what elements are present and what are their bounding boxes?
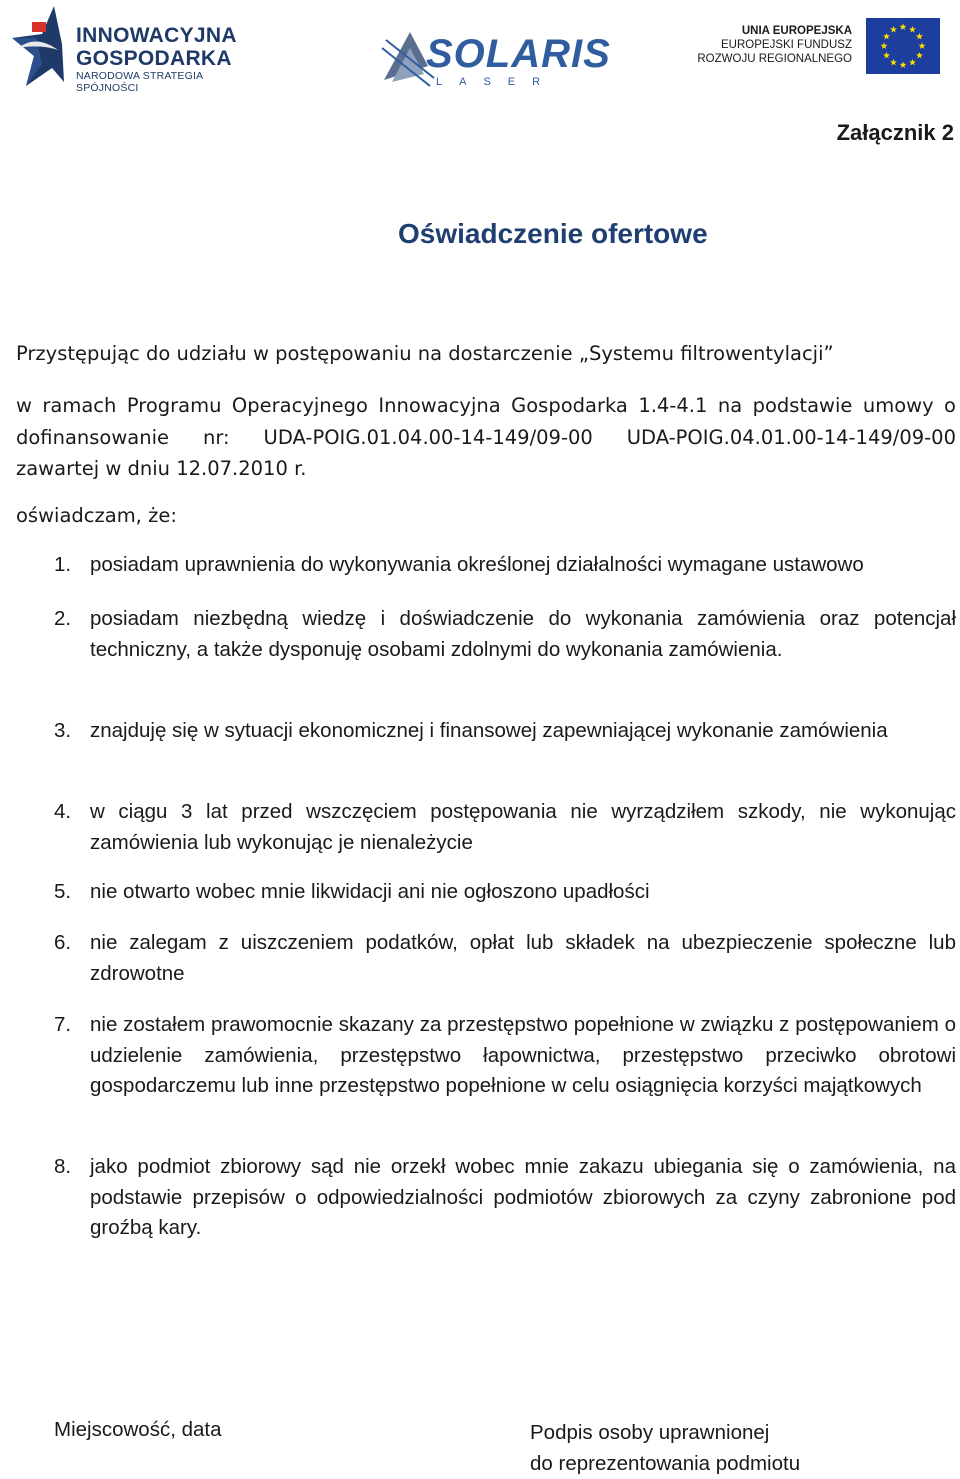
solaris-sub: LASER — [436, 76, 558, 88]
ig-logo-line1: INNOWACYJNA — [76, 24, 237, 47]
item-text: nie otwarto wobec mnie likwidacji ani nie ogłoszono upadłości — [90, 880, 650, 903]
item-text: znajduję się w sytuacji ekonomicznej i finansowej zapewniającej wykonanie zamówienia — [90, 719, 888, 742]
eu-fund-logo — [697, 18, 940, 78]
item-number: 1. — [54, 553, 72, 576]
item-number: 7. — [54, 1013, 72, 1036]
annex-label: Załącznik 2 — [836, 120, 954, 145]
item-text: w ciągu 3 lat przed wszczęciem postępowania nie wyrządziłem szkody, nie wykonując zamówienia lub wykonując je nienależycie — [90, 800, 956, 854]
innowacyjna-gospodarka-logo — [6, 4, 261, 94]
solaris-laser-logo — [380, 18, 611, 94]
solaris-name: SOLARIS — [426, 32, 611, 76]
eu-logo-line1: UNIA EUROPEJSKA — [741, 25, 852, 37]
document-title: Oświadczenie ofertowe — [398, 218, 708, 249]
item-number: 5. — [54, 880, 72, 903]
item-number: 2. — [54, 607, 72, 630]
item-number: 6. — [54, 931, 72, 954]
eu-flag-icon — [866, 18, 940, 74]
intro-line: Przystępując do udziału w postępowaniu na dostarczenie „Systemu filtrowentylacji” — [16, 342, 834, 365]
ig-logo-line2: GOSPODARKA — [76, 47, 232, 70]
declaration-lead: oświadczam, że: — [16, 504, 177, 527]
eu-logo-line3: ROZWOJU REGIONALNEGO — [697, 53, 852, 65]
item-text: jako podmiot zbiorowy sąd nie orzekł wobec mnie zakazu ubiegania się o zamówienia, na podstawie przepisów o odpowiedzialności podmiotów zbiorowych za czyny zabronione pod groźbą kary. — [90, 1155, 956, 1240]
signature-line-1: Podpis osoby uprawnionej — [530, 1421, 770, 1444]
item-number: 8. — [54, 1155, 72, 1178]
item-text: nie zostałem prawomocnie skazany za przestępstwo popełnione w związku z postępowaniem o udzielenie zamówienia, przestępstwo łapownictwa, przestępstwo przeciwko obrotowi gospodarczemu lub inne przestępstwo popełnione w celu osiągnięcia korzyści majątkowych — [90, 1013, 956, 1098]
item-text: nie zalegam z uiszczeniem podatków, opłat lub składek na ubezpieczenie społeczne lub zdrowotne — [90, 931, 956, 985]
ig-logo-line3: NARODOWA STRATEGIA SPÓJNOŚCI — [76, 70, 203, 94]
place-date-label: Miejscowość, data — [54, 1418, 222, 1441]
signature-line-2: do reprezentowania podmiotu — [530, 1451, 801, 1475]
item-number: 4. — [54, 800, 72, 823]
eu-logo-line2: EUROPEJSKI FUNDUSZ — [721, 39, 852, 51]
item-number: 3. — [54, 719, 72, 742]
item-text: posiadam uprawnienia do wykonywania określonej działalności wymagane ustawowo — [90, 553, 864, 576]
item-text: posiadam niezbędną wiedzę i doświadczenie do wykonania zamówienia oraz potencjał techniczny, a także dysponuję osobami zdolnymi do wykonania zamówienia. — [90, 607, 956, 661]
ig-star-icon — [6, 4, 70, 90]
signature-label — [530, 1418, 800, 1479]
intro-paragraph: w ramach Programu Operacyjnego Innowacyjna Gospodarka 1.4-4.1 na podstawie umowy o dofinansowanie nr: UDA-POIG.01.04.00-14-149/09-00 UDA-POIG.04.01.00-14-149/09-00 zawartej w dniu 12.07.2010 r. — [16, 394, 956, 480]
